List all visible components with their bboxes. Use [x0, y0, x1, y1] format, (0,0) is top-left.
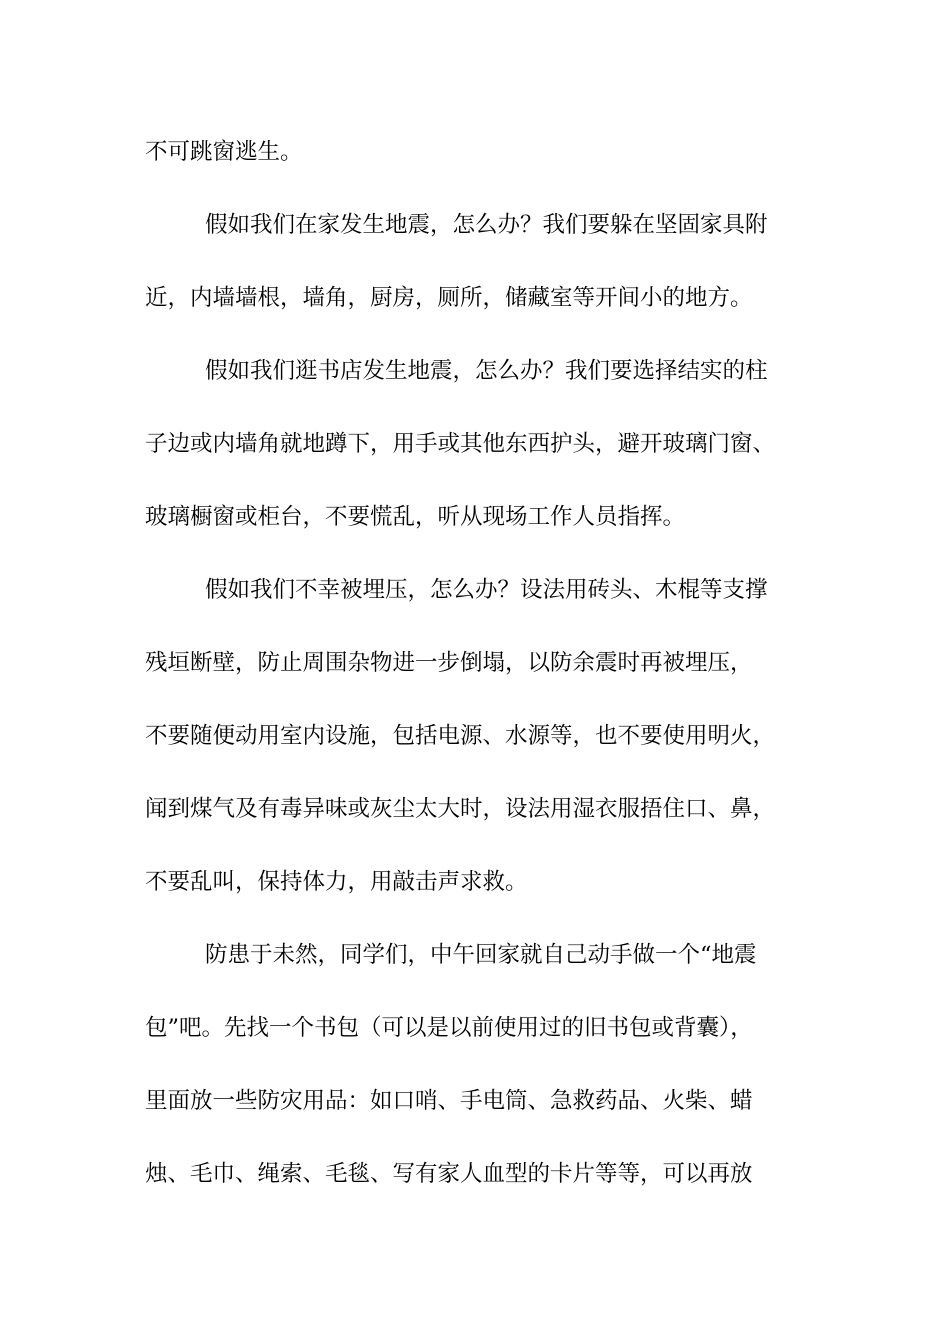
text-line: 里面放一些防灾用品：如口哨、手电筒、急救药品、火柴、蜡: [145, 1088, 753, 1114]
text-line: 不要随便动用室内设施，包括电源、水源等，也不要使用明火，: [145, 723, 776, 749]
text-line: 烛、毛巾、绳索、毛毯、写有家人血型的卡片等等，可以再放: [145, 1161, 753, 1187]
text-line: 闻到煤气及有毒异味或灰尘太大时，设法用湿衣服捂住口、鼻，: [145, 796, 776, 822]
paragraph-first-line: 防患于未然，同学们，中午回家就自己动手做一个“地震: [205, 942, 757, 968]
text-line: 近，内墙墙根，墙角，厨房，厕所，储藏室等开间小的地方。: [145, 285, 753, 311]
text-line: 不要乱叫，保持体力，用敲击声求救。: [145, 869, 528, 895]
paragraph-first-line: 假如我们逛书店发生地震，怎么办？我们要选择结实的柱: [205, 358, 768, 384]
paragraph-first-line: 假如我们在家发生地震，怎么办？我们要躲在坚固家具附: [205, 212, 768, 238]
text-line: 残垣断壁，防止周围杂物进一步倒塌，以防余震时再被埋压，: [145, 650, 753, 676]
text-line: 子边或内墙角就地蹲下，用手或其他东西护头，避开玻璃门窗、: [145, 431, 776, 457]
text-line: 玻璃橱窗或柜台，不要慌乱，听从现场工作人员指挥。: [145, 504, 686, 530]
paragraph-first-line: 假如我们不幸被埋压，怎么办？设法用砖头、木棍等支撑: [205, 577, 768, 603]
text-line: 不可跳窗逃生。: [145, 139, 303, 165]
text-line: 包”吧。先找一个书包（可以是以前使用过的旧书包或背囊），: [145, 1015, 753, 1041]
